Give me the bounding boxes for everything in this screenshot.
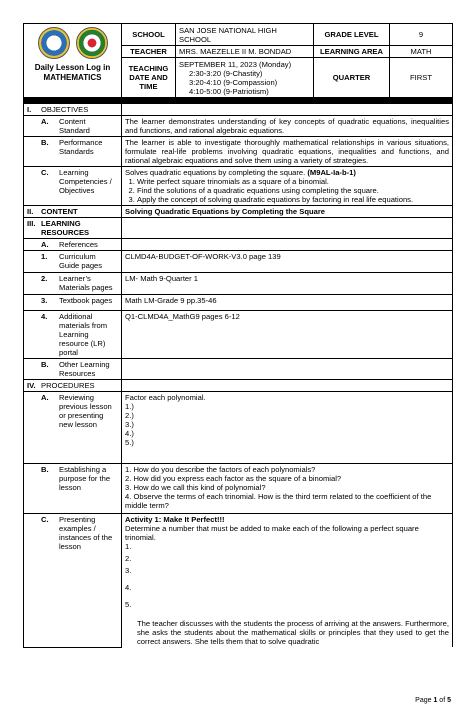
learners-materials-label: 2. Learner’s Materials pages (24, 273, 122, 295)
list-item: 3.) (125, 420, 134, 429)
competencies-label: C. Learning Competencies / Objectives (24, 167, 122, 206)
time-slot: 3:20-4:10 (9-Compassion) (189, 77, 278, 87)
area-value: MATH (390, 46, 453, 58)
school-seal-logo (76, 27, 108, 59)
competency-code: (M9AL-Ia-b-1) (307, 168, 356, 177)
teacher-value: MRS. MAEZELLE II M. BONDAD (176, 46, 314, 58)
lesson-log-page (23, 23, 452, 648)
competency-item: 3. Apply the concept of solving quadratic equations by factoring in real life equations. (137, 195, 449, 204)
textbook-label: 3. Textbook pages (24, 295, 122, 311)
other-resources-label: B. Other Learning Resources (24, 359, 122, 380)
textbook-value: Math LM-Grade 9 pp.35-46 (122, 295, 453, 311)
additional-materials-value: Q1-CLMD4A_MathG9 pages 6-12 (122, 311, 453, 359)
school-value: SAN JOSE NATIONAL HIGH SCHOOL (176, 24, 314, 46)
datetime-value (176, 58, 314, 98)
procedures-label: IV. PROCEDURES (24, 380, 122, 392)
list-item: 3. How do we call this kind of polynomial? (125, 483, 266, 492)
list-item: 2. How did you express each factor as the square of a binomial? (125, 474, 342, 483)
list-item: 1. (125, 542, 132, 551)
area-label: LEARNING AREA (314, 46, 390, 58)
content-standard-text: The learner demonstrates understanding of key concepts of quadratic equations, inequalities and functions, and rational algebraic equations. (122, 116, 453, 137)
list-item: 2.) (125, 411, 134, 420)
list-item: 5.) (125, 438, 134, 447)
list-item: 1. How do you describe the factors of each polynomials? (125, 465, 316, 474)
reviewing-text: Factor each polynomial. 1.) 2.) 3.) 4.) 5.) (122, 392, 453, 464)
references-label: A. References (24, 239, 122, 251)
list-item: 4.) (125, 429, 134, 438)
list-item: 3. (125, 566, 132, 575)
reviewing-label: A. Reviewing previous lesson or presenting new lesson (24, 392, 122, 464)
additional-materials-label: 4. Additional materials from Learning resource (LR) portal (24, 311, 122, 359)
content-label: II. CONTENT (24, 206, 122, 218)
purpose-text (122, 464, 453, 514)
date-value: SEPTEMBER 11, 2023 (Monday) (179, 59, 292, 69)
presenting-label: C. Presenting examples / instances of the lesson (24, 514, 122, 648)
performance-standard-label: B. Performance Standards (24, 137, 122, 167)
discussion-paragraph: The teacher discusses with the students the process of arriving at the answers. Furthermore, she asks the students about the mathematical skills or principles that they used to get the correct answers. She tells them that to solve quadratic (137, 619, 449, 646)
grade-label: GRADE LEVEL (314, 24, 390, 46)
competency-item: 1. Write perfect square trinomials as a square of a binomial. (137, 177, 449, 186)
grade-value: 9 (390, 24, 453, 46)
dll-title: Daily Lesson Log in MATHEMATICS (34, 63, 111, 82)
list-item: 2. (125, 554, 132, 563)
time-slot: 2:30-3:20 (9-Chastity) (189, 68, 263, 78)
deped-seal-logo (38, 27, 70, 59)
list-item: 1.) (125, 402, 134, 411)
performance-standard-text: The learner is able to investigate thoroughly mathematical relationships in various situations, formulate real-life problems involving quadratic equations, inequalities and functions, and rational algebraic equations and solve them using a variety of strategies. (122, 137, 453, 167)
quarter-label: QUARTER (314, 58, 390, 98)
competencies-text: Solves quadratic equations by completing the square. (M9AL-Ia-b-1) 1. Write perfect square trinomials as a square of a binomial. 2. Find the solutions of a quadratic equations using completing the square. 3. Apply the concept of solving quadratic equations by factoring in real life equations. (122, 167, 453, 206)
school-label: SCHOOL (122, 24, 176, 46)
list-item: 4. Observe the terms of each trinomial. How is the third term related to the coefficient of the middle term? (125, 492, 432, 510)
title-cell (24, 24, 122, 98)
activity-title: Activity 1: Make It Perfect!!! (125, 515, 225, 524)
time-slot: 4:10-5:00 (9-Patriotism) (189, 86, 269, 96)
presenting-text: Activity 1: Make It Perfect!!! Determine a number that must be added to make each of the following a perfect square trinomial. 1. 2. 3. 4. 5. The teacher discusses with the students the process of arriving at the answers. Furthermore, she asks the students about the mathematical skills or principles that they used to get the correct answers. She tells them that to solve quadratic (122, 514, 453, 648)
resources-label: III. LEARNING RESOURCES (24, 218, 122, 239)
teacher-label: TEACHER (122, 46, 176, 58)
learners-materials-value: LM- Math 9-Quarter 1 (122, 273, 453, 295)
lesson-log-table (23, 23, 453, 648)
datetime-label: TEACHING DATE AND TIME (122, 58, 176, 98)
list-item: 5. (125, 600, 132, 609)
page-footer: Page 1 of 5 (415, 697, 451, 704)
quarter-value: FIRST (390, 58, 453, 98)
purpose-label: B. Establishing a purpose for the lesson (24, 464, 122, 514)
list-item: 4. (125, 583, 132, 592)
content-value: Solving Quadratic Equations by Completing the Square (122, 206, 453, 218)
objectives-heading: I. OBJECTIVES (24, 104, 122, 116)
competency-item: 2. Find the solutions of a quadratic equations using completing the square. (137, 186, 449, 195)
curriculum-guide-value: CLMD4A-BUDGET-OF-WORK-V3.0 page 139 (122, 251, 453, 273)
content-standard-label: A. Content Standard (24, 116, 122, 137)
curriculum-guide-label: 1. Curriculum Guide pages (24, 251, 122, 273)
